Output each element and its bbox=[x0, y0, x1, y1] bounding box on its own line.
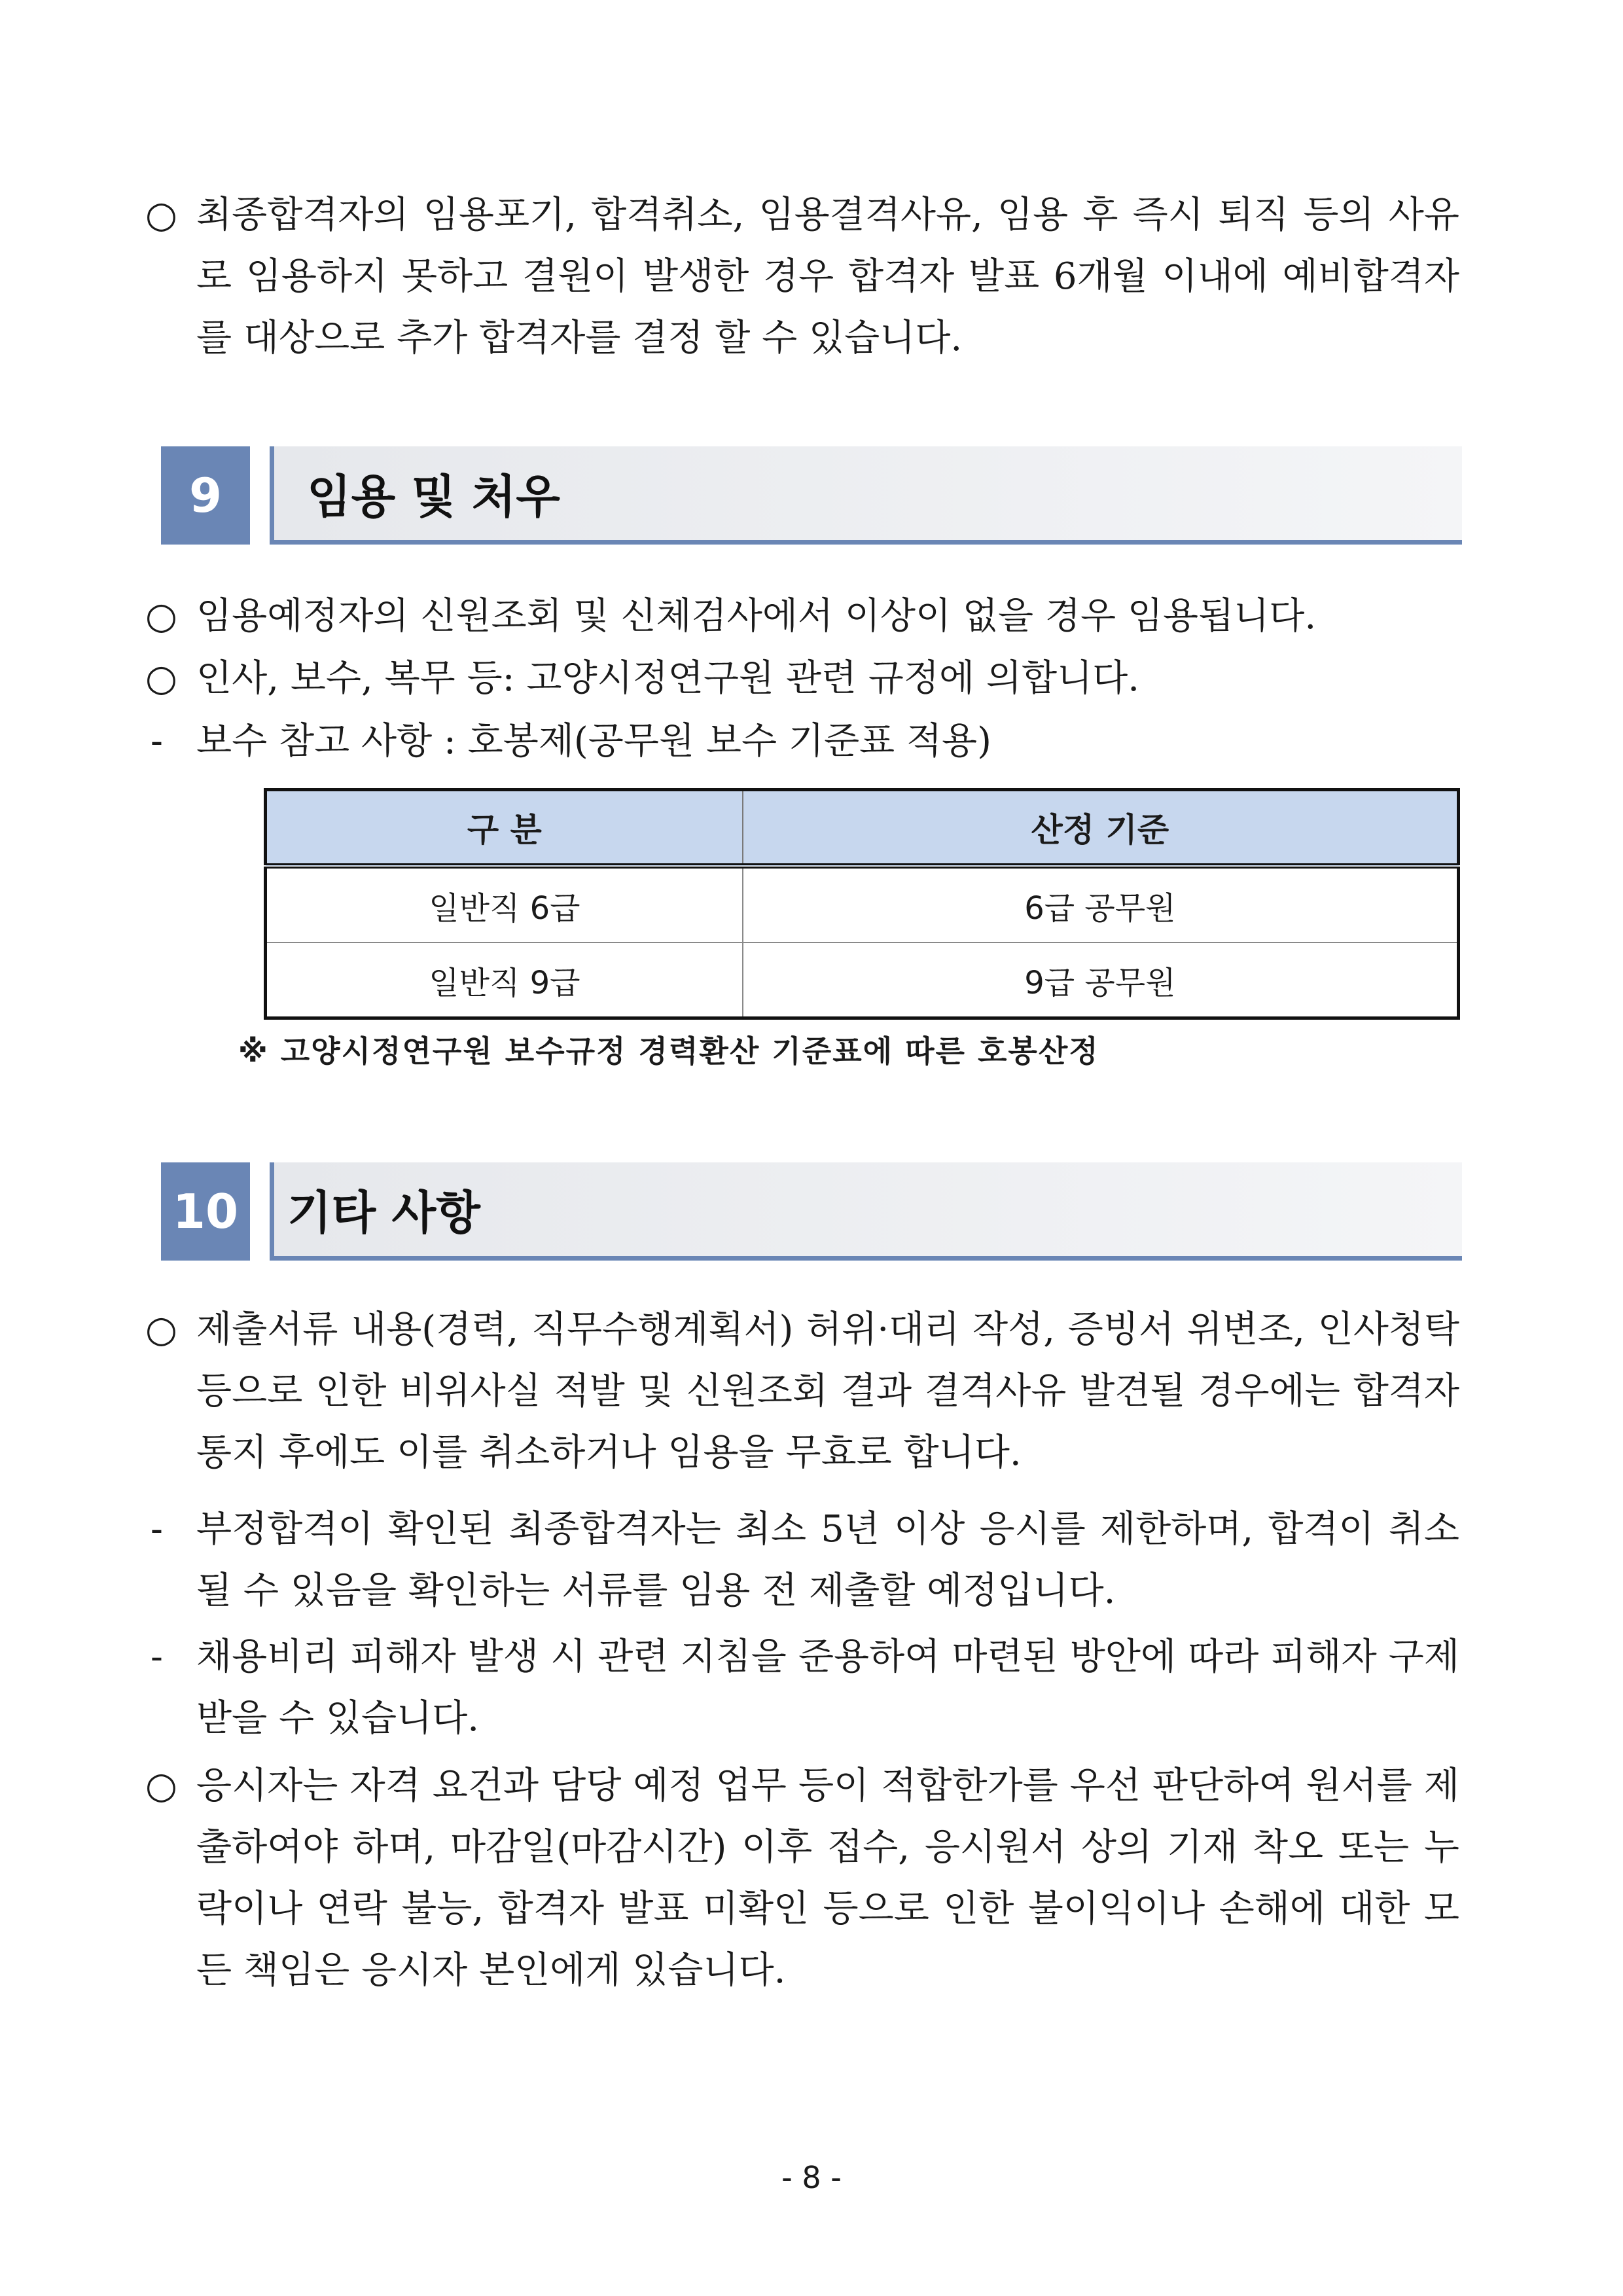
table-header-category: 구 분 bbox=[266, 790, 743, 867]
table-cell: 일반직 9급 bbox=[266, 942, 743, 1018]
table-header-row bbox=[266, 790, 1459, 867]
item-text: 보수 참고 사항 : 호봉제(공무원 보수 기준표 적용) bbox=[196, 720, 991, 762]
section-9-title: 임용 및 처우 bbox=[307, 470, 560, 524]
item-text: 임용예정자의 신원조회 및 신체검사에서 이상이 없을 경우 임용됩니다. bbox=[196, 595, 1317, 637]
circle-bullet-icon: ○ bbox=[145, 1765, 177, 1807]
section-9-item-2 bbox=[145, 648, 1459, 709]
section-10-item-1 bbox=[145, 1299, 1459, 1484]
section-10-item-2 bbox=[151, 1499, 1459, 1622]
section-9-header bbox=[161, 446, 1462, 545]
table-cell: 일반직 6급 bbox=[266, 866, 743, 942]
circle-bullet-icon: ○ bbox=[145, 657, 177, 700]
pay-note: ※ 고양시정연구원 보수규정 경력환산 기준표에 따른 호봉산정 bbox=[238, 1033, 1099, 1069]
circle-bullet-icon: ○ bbox=[145, 194, 177, 236]
page-number: - 8 - bbox=[781, 2160, 842, 2195]
table-row bbox=[266, 866, 1459, 942]
intro-text: 최종합격자의 임용포기, 합격취소, 임용결격사유, 임용 후 즉시 퇴직 등의 사유로 임용하지 못하고 결원이 발생한 경우 합격자 발표 6개월 이내에 예비합격자를 대상으로 추가 합격자를 결정 할 수 있습니다. bbox=[196, 194, 1459, 359]
table-cell: 9급 공무원 bbox=[743, 942, 1459, 1018]
section-9-item-3 bbox=[151, 711, 1459, 772]
dash-bullet-icon: - bbox=[151, 1508, 163, 1551]
item-text: 응시자는 자격 요건과 담당 예정 업무 등이 적합한가를 우선 판단하여 원서를 제출하여야 하며, 마감일(마감시간) 이후 접수, 응시원서 상의 기재 착오 또는 누락이나 연락 불능, 합격자 발표 미확인 등으로 인한 불이익이나 손해에 대한 모든 책임은 응시자 본인에게 있습니다. bbox=[196, 1765, 1459, 1992]
intro-paragraph bbox=[145, 185, 1459, 369]
item-text: 제출서류 내용(경력, 직무수행계획서) 허위·대리 작성, 증빙서 위변조, 인사청탁 등으로 인한 비위사실 적발 및 신원조회 결과 결격사유 발견될 경우에는 합격자 통지 후에도 이를 취소하거나 임용을 무효로 합니다. bbox=[196, 1308, 1459, 1474]
section-9-number: 9 bbox=[161, 446, 250, 545]
dash-bullet-icon: - bbox=[151, 720, 163, 762]
section-9-bar bbox=[270, 446, 1462, 545]
circle-bullet-icon: ○ bbox=[145, 1308, 177, 1351]
table-cell: 6급 공무원 bbox=[743, 866, 1459, 942]
table-header-criteria: 산정 기준 bbox=[743, 790, 1459, 867]
dash-bullet-icon: - bbox=[151, 1636, 163, 1678]
section-10-title: 기타 사항 bbox=[287, 1186, 480, 1240]
circle-bullet-icon: ○ bbox=[145, 595, 177, 637]
table-row bbox=[266, 942, 1459, 1018]
section-10-header bbox=[161, 1162, 1462, 1261]
item-text: 부정합격이 확인된 최종합격자는 최소 5년 이상 응시를 제한하며, 합격이 취소될 수 있음을 확인하는 서류를 임용 전 제출할 예정입니다. bbox=[196, 1508, 1459, 1612]
section-10-item-3 bbox=[151, 1626, 1459, 1749]
item-text: 채용비리 피해자 발생 시 관련 지침을 준용하여 마련된 방안에 따라 피해자 구제 받을 수 있습니다. bbox=[196, 1636, 1459, 1740]
pay-table bbox=[264, 788, 1460, 1020]
item-text: 인사, 보수, 복무 등: 고양시정연구원 관련 규정에 의합니다. bbox=[196, 657, 1140, 700]
section-9-item-1 bbox=[145, 586, 1459, 647]
section-10-number: 10 bbox=[161, 1162, 250, 1261]
section-10-bar bbox=[270, 1162, 1462, 1261]
section-10-item-4 bbox=[145, 1755, 1459, 2001]
